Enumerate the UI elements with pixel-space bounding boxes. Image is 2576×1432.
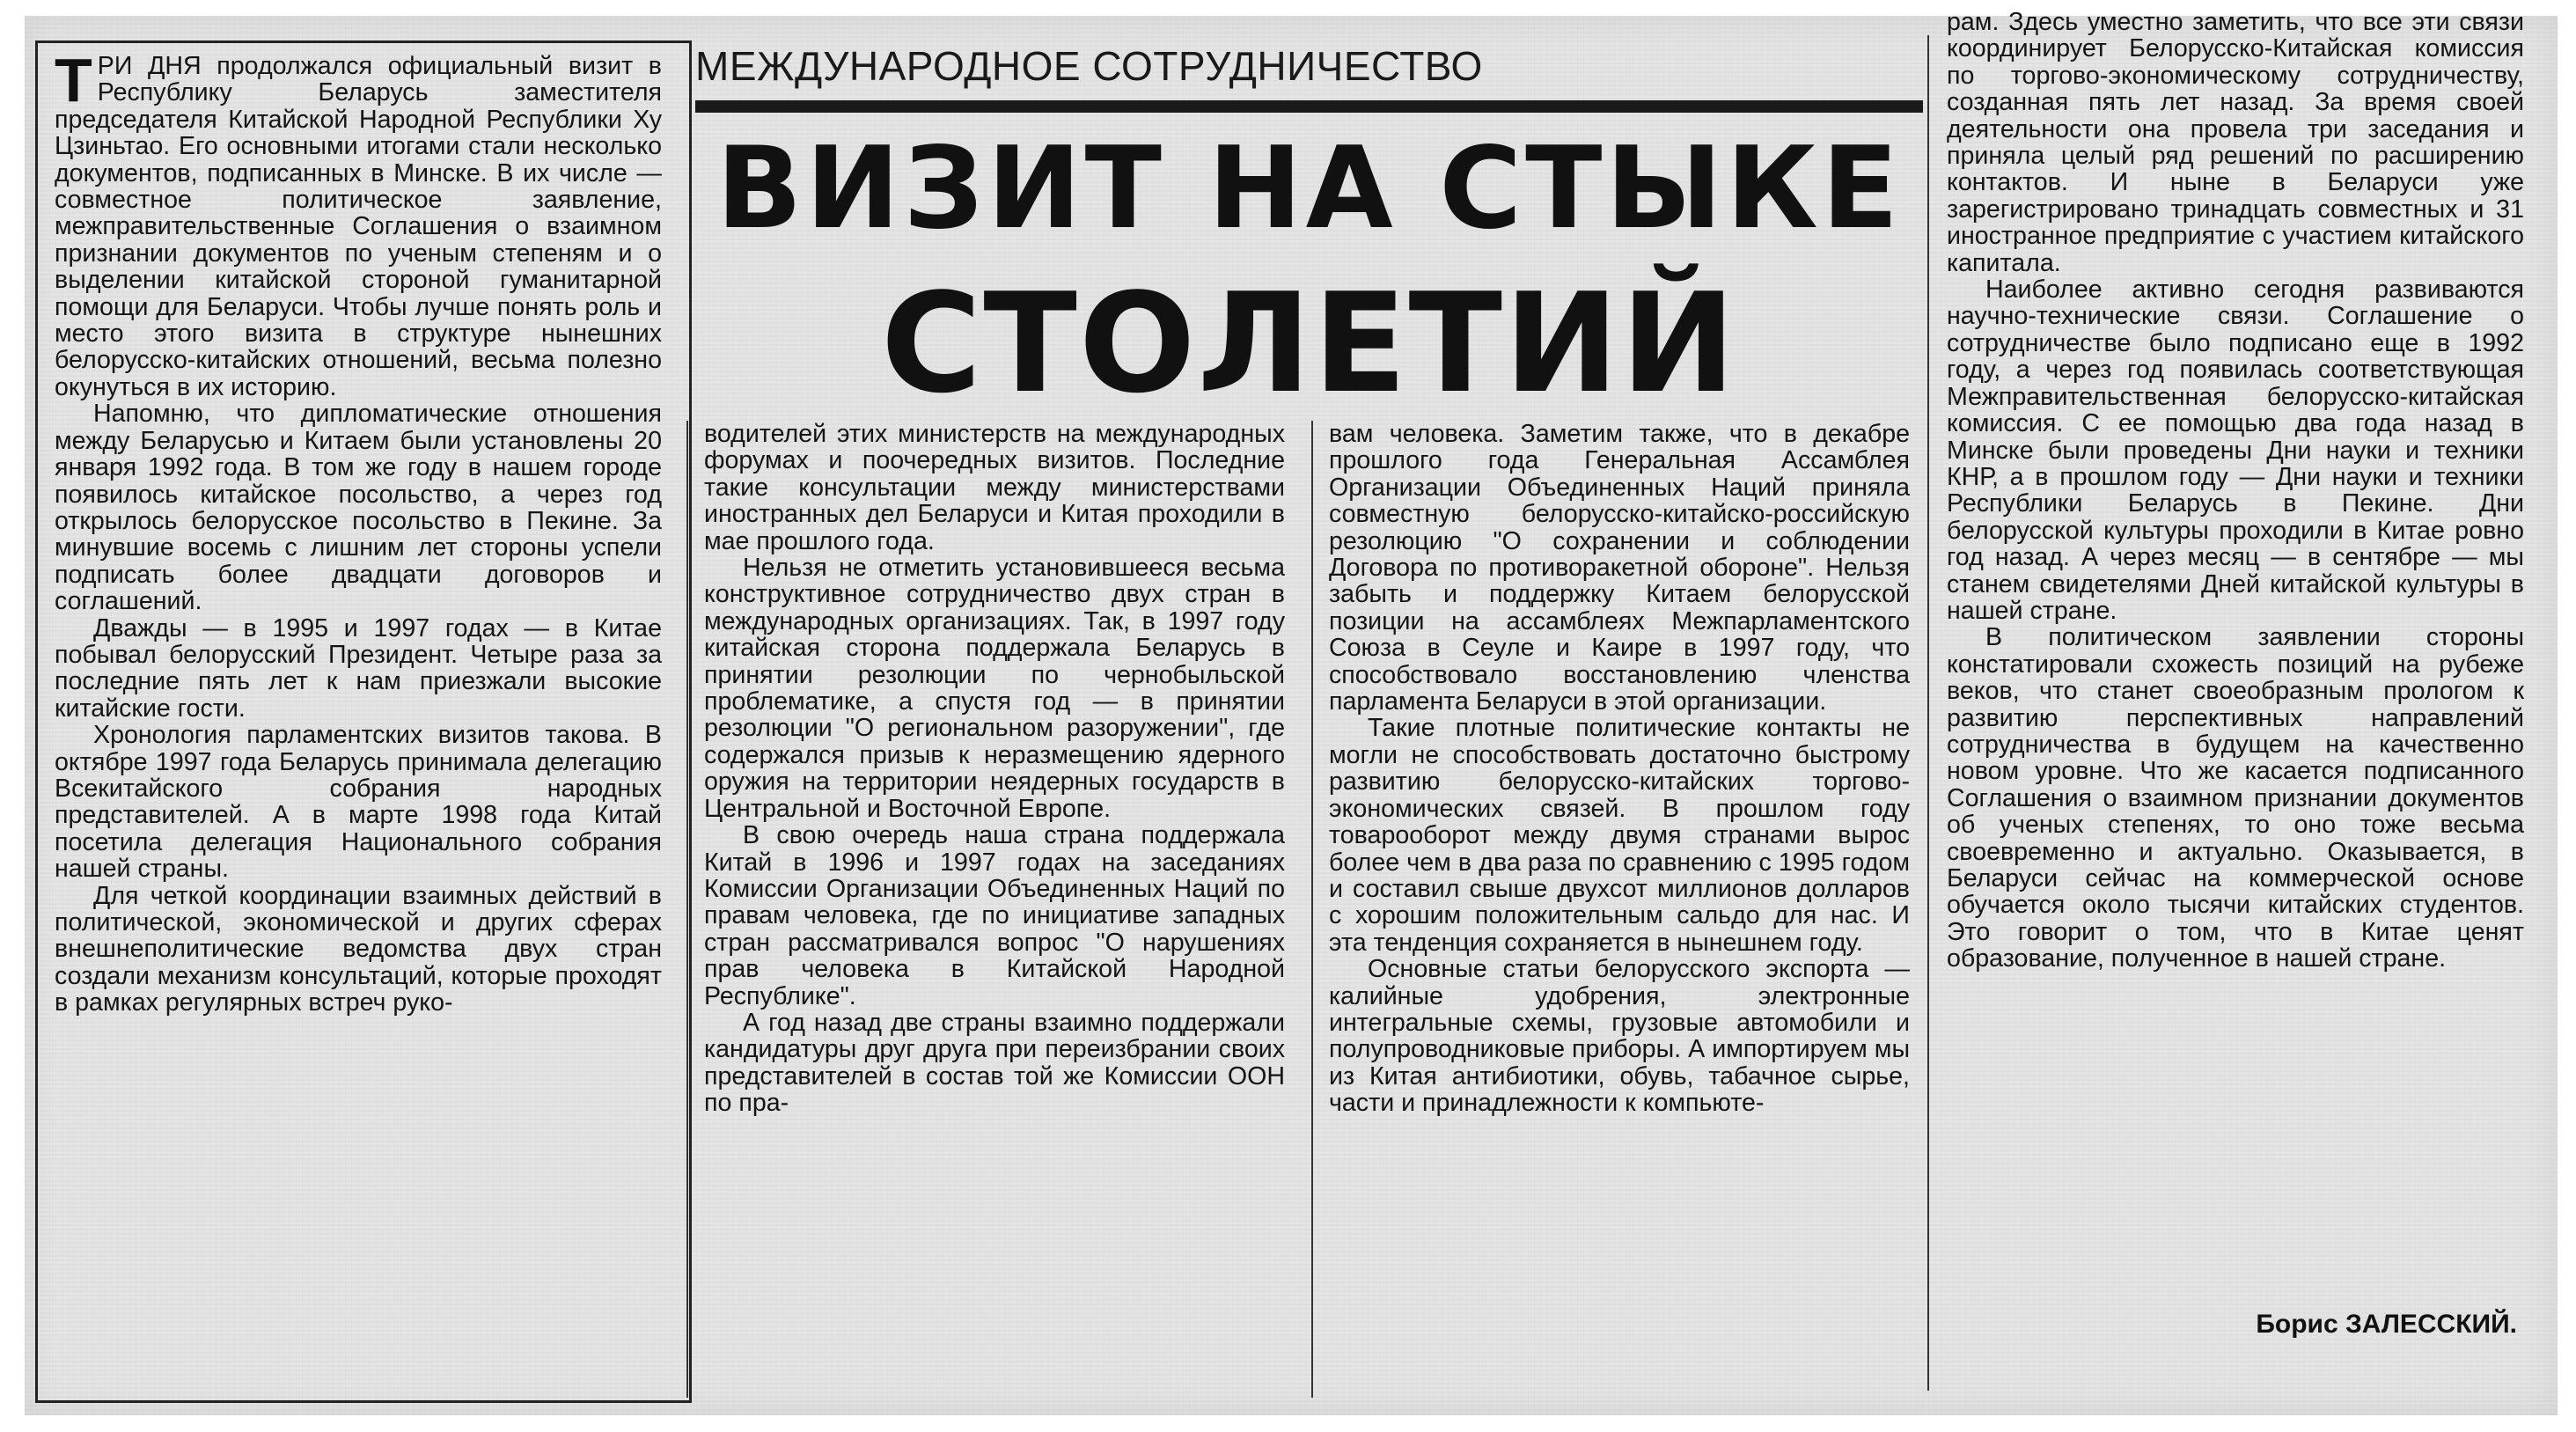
paragraph: Для четкой координации взаимных действий в политической, экономической и других сферах внешнеполитические ведомства двух стран создали механизм консультаций, которые проходят в рамках регулярных встреч руко- [55, 881, 662, 1017]
column-divider [1311, 421, 1313, 1398]
paragraph: Хронология парламентских визитов такова. В октябре 1997 года Беларусь принимала делегацию Всекитайского собрания народных представителей. А в марте 1998 года Китай посетила делегация Национального собрания нашей страны. [55, 721, 662, 884]
paragraph: Такие плотные политические контакты не могли не способствовать достаточно быстрому развитию белорусско-китайских торгово-экономических связей. В прошлом году товарооборот между двумя странами вырос более чем в два раза по сравнению с 1995 годом и составил свыше двухсот миллионов долларов с хорошим положительным сальдо для нас. И эта тенденция сохраняется в нынешнем году. [1329, 714, 1910, 957]
paragraph: водителей этих министерств на международных форумах и поочередных визитов. Последние такие консультации между министерствами иностранных дел Беларуси и Китая проходили в мае прошлого года. [704, 421, 1285, 555]
section-rubric: МЕЖДУНАРОДНОЕ СОТРУДНИЧЕСТВО [695, 43, 1483, 89]
paragraph: Наиболее активно сегодня развиваются научно-технические связи. Соглашение о сотрудничестве было подписано еще в 1992 году, а через год появилась соответствующая Межправительственная белорусско-китайская комиссия. С ее помощью два года назад в Минске были проведены Дни науки и техники КНР, а в прошлом году — Дни науки и техники Республики Беларусь в Пекине. Дни белорусской культуры проходили в Китае ровно год назад. А через месяц — в сентябре — мы станем свидетелями Дней китайской культуры в нашей стране. [1947, 275, 2524, 625]
paragraph: Дважды — в 1995 и 1997 годах — в Китае побывал белорусский Президент. Четыре раза за последние пять лет к нам приезжали высокие китайские гости. [55, 613, 662, 723]
paragraph: В свою очередь наша страна поддержала Китай в 1996 и 1997 годах на заседаниях Комиссии Организации Объединенных Наций по правам человека, где по инициативе западных стран рассматривался вопрос "О нарушениях прав человека в Китайской Народной Республике". [704, 821, 1285, 1010]
column-divider [1927, 35, 1929, 1391]
paragraph: вам человека. Заметим также, что в декабре прошлого года Генеральная Ассамблея Организации Объединенных Наций приняла совместную белорусско-китайско-российскую резолюцию "О сохранении и соблюдении Договора по противоракетной обороне". Нельзя забыть и поддержку Китаем белорусской позиции на ассамблеях Межпарламентского Союза в Сеуле и Каире в 1997 году, что способствовало восстановлению членства парламента Беларуси в этой организации. [1329, 421, 1910, 716]
article-column-2 [704, 421, 1285, 1389]
rubric-underline [695, 100, 1923, 113]
paragraph: В политическом заявлении стороны констатировали схожесть позиций на рубеже веков, что станет своеобразным прологом к развитию перспективных направлений сотрудничества в будущем на качественно новом уровне. Что же касается подписанного Соглашения о взаимном признании документов об ученых степенях, то оно тоже весьма своевременно и актуально. Оказывается, в Беларуси сейчас на коммерческой основе обучается около тысячи китайских студентов. Это говорит о том, что в Китае ценят образование, полученное в нашей стране. [1947, 623, 2524, 973]
paragraph: рам. Здесь уместно заметить, что все эти связи координирует Белорусско-Китайская комиссия по торгово-экономическому сотрудничеству, созданная пять лет назад. За время своей деятельности она провела три заседания и приняла целый ряд решений по расширению контактов. И ныне в Беларуси уже зарегистрировано тринадцать совместных и 31 иностранное предприятие с участием китайского капитала. [1947, 9, 2524, 277]
article-column-3 [1329, 421, 1910, 1389]
paragraph: Напомню, что дипломатические отношения между Беларусью и Китаем были установлены 20 января 1992 года. В том же году в нашем городе появилось китайское посольство, а через год открылось белорусское посольство в Пекине. За минувшие восемь с лишним лет стороны успели подписать более двадцати договоров и соглашений. [55, 400, 662, 616]
author-signature: Борис ЗАЛЕССКИЙ. [2256, 1310, 2517, 1339]
paragraph: А год назад две страны взаимно поддержали кандидатуры друг друга при переизбрании своих представителей в состав той же Комиссии ООН по пра- [704, 1008, 1285, 1118]
column-divider [686, 421, 688, 1398]
lead-text: РИ ДНЯ продолжался официальный визит в Республику Беларусь заместителя председателя Китайской Народной Республики Ху Цзиньтао. Его основными итогами стали несколько документов, подписанных в Минске. В их числе — совместное политическое заявление, межправительственные Соглашения о взаимном признании документов по ученым степеням и о выделении китайской стороной гуманитарной помощи для Беларуси. Чтобы лучше понять роль и место этого визита в структуре нынешних белорусско-китайских отношений, весьма полезно окунуться в их историю. [55, 53, 662, 401]
headline-line-2: СТОЛЕТИЙ [880, 263, 1738, 423]
article-column-4 [1947, 9, 2524, 1329]
paragraph: Нельзя не отметить установившееся весьма конструктивное сотрудничество двух стран в международных организациях. Так, в 1997 году китайская сторона поддержала Беларусь в принятии резолюции по чернобыльской проблематике, а спустя год — в принятии резолюции "О региональном разоружении", где содержался призыв к неразмещению ядерного оружия на территории неядерных государств в Центральной и Восточной Европе. [704, 554, 1285, 823]
paragraph: Основные статьи белорусского экспорта — калийные удобрения, электронные интегральные схемы, грузовые автомобили и полупроводниковые приборы. А импортируем мы из Китая антибиотики, обувь, табачное сырье, части и принадлежности к компьюте- [1329, 955, 1910, 1118]
article-column-1 [55, 53, 662, 1384]
drop-cap: Т [55, 53, 92, 114]
lead-paragraph [55, 53, 662, 400]
headline-line-1: ВИЗИТ НА СТЫКЕ [716, 123, 1903, 254]
